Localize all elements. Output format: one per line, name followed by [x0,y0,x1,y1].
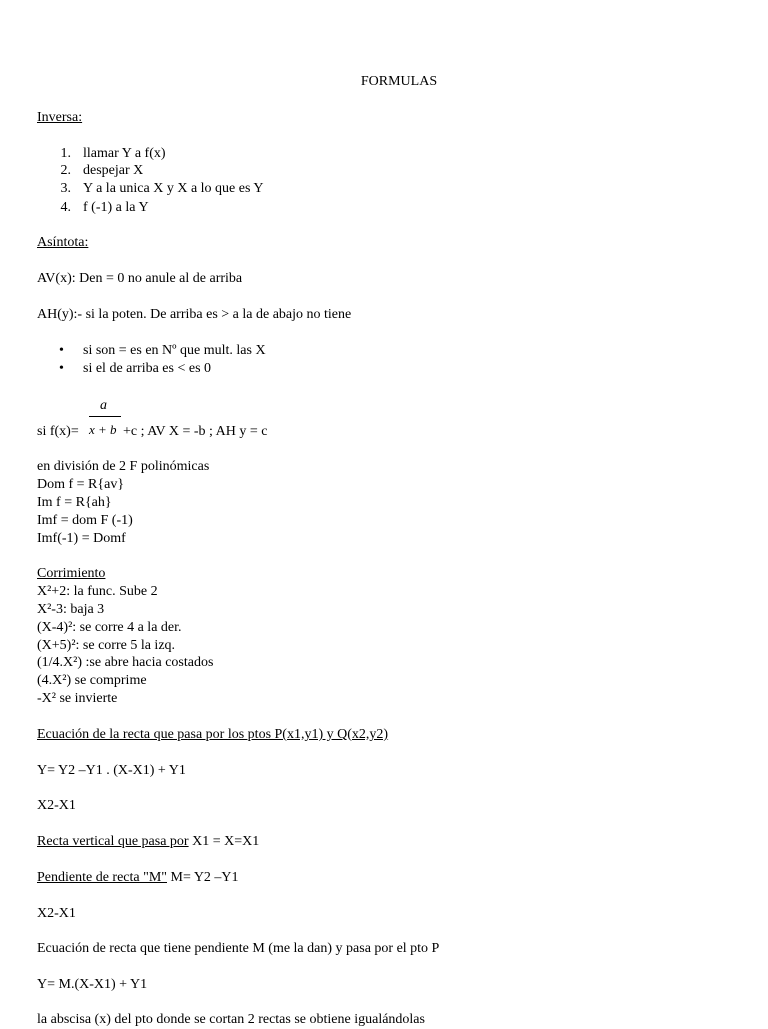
corr-line: X²+2: la func. Sube 2 [37,584,158,599]
sif-prefix: si f(x)= [37,424,79,439]
corr-line: (X-4)²: se corre 4 a la der. [37,620,182,635]
bullet-text: si el de arriba es < es 0 [83,361,212,376]
asintota-heading: Asíntota: [37,235,89,250]
pendiente-heading: Pendiente de recta "M" [37,870,167,885]
page-title: FORMULAS [360,74,438,89]
sif-suffix: +c ; AV X = -b ; AH y = c [123,424,268,439]
fraction-numerator: a [100,398,107,413]
abscisa-text: la abscisa (x) del pto donde se cortan 2 rectas se obtiene igualándolas [37,1012,425,1027]
fraction-bar [89,416,121,417]
div-line: Im f = R{ah} [37,495,112,510]
step-text: llamar Y a f(x) [83,146,166,161]
vertical-heading: Recta vertical que pasa por [37,834,189,849]
fraction-denominator: x + b [89,422,117,437]
corr-line: (X+5)²: se corre 5 la izq. [37,638,176,653]
pendiente-p-formula: Y= M.(X-X1) + Y1 [37,977,148,992]
inversa-heading: Inversa: [37,110,83,125]
corr-line: (4.X²) se comprime [37,673,147,688]
corr-line: -X² se invierte [37,691,118,706]
step-text: f (-1) a la Y [83,200,149,215]
av-rule: AV(x): Den = 0 no anule al de arriba [37,271,243,286]
bullet-dot: • [59,343,64,358]
pendiente-p-text: Ecuación de recta que tiene pendiente M (me la dan) y pasa por el pto P [37,941,440,956]
pendiente-row [37,869,239,887]
ecuacion-denominator: X2-X1 [37,798,76,813]
bullet-dot: • [59,361,64,376]
div-line: Imf = dom F (-1) [37,513,133,528]
corr-line: (1/4.X²) :se abre hacia costados [37,655,214,670]
step-number: 1. [60,146,71,161]
step-text: despejar X [83,163,144,178]
pendiente-rest: M= Y2 –Y1 [167,870,239,885]
vertical-line-row [37,833,259,851]
vertical-rest: X1 = X=X1 [188,834,260,849]
step-number: 3. [60,181,71,196]
corr-line: X²-3: baja 3 [37,602,105,617]
step-number: 4. [60,200,71,215]
step-text: Y a la unica X y X a lo que es Y [83,181,264,196]
step-number: 2. [60,163,71,178]
div-line: Imf(-1) = Domf [37,531,126,546]
corrimiento-heading: Corrimiento [37,566,106,581]
bullet-text: si son = es en Nº que mult. las X [83,343,266,358]
div-line: Dom f = R{av} [37,477,125,492]
ah-rule: AH(y):- si la poten. De arriba es > a la de abajo no tiene [37,307,352,322]
ecuacion-formula: Y= Y2 –Y1 . (X-X1) + Y1 [37,763,186,778]
ecuacion-heading: Ecuación de la recta que pasa por los ptos P(x1,y1) y Q(x2,y2) [37,727,389,742]
pendiente-denominator: X2-X1 [37,906,76,921]
div-line: en división de 2 F polinómicas [37,459,210,474]
